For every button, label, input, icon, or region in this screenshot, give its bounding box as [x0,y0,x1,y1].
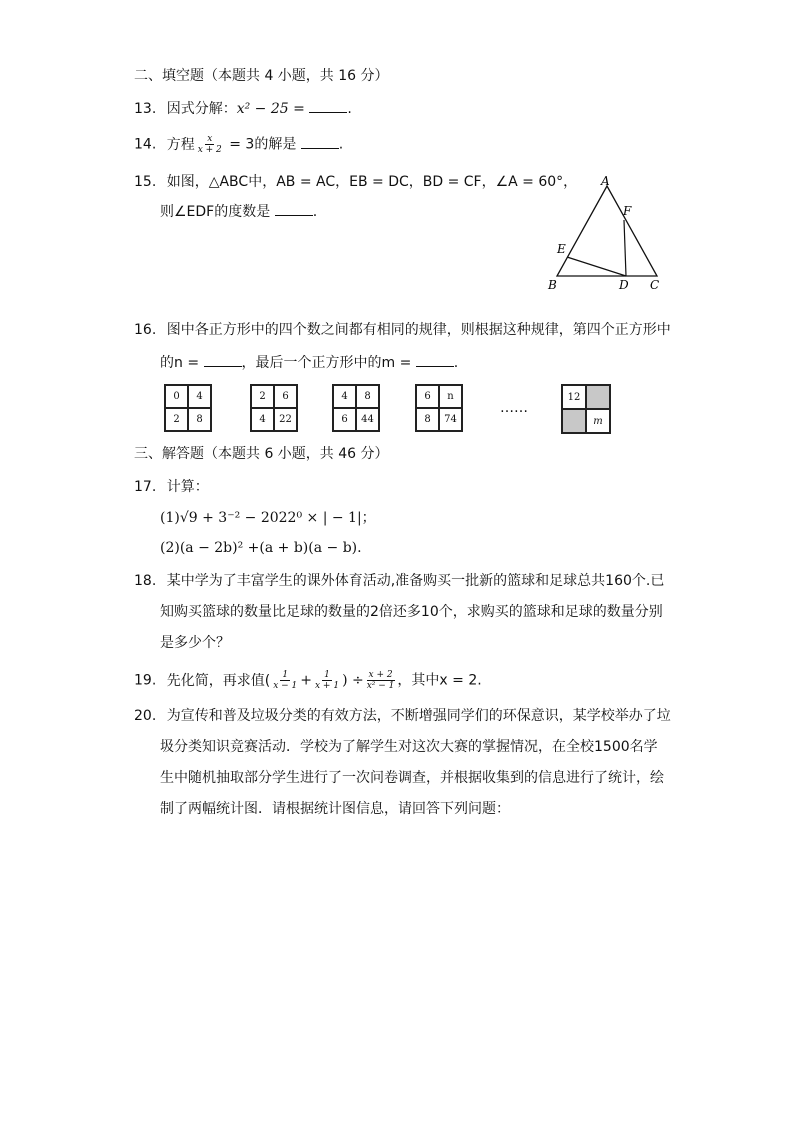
question-17-part2: (2)(a − 2b)² +(a + b)(a − b). [160,540,362,556]
question-text: 因式分解： [166,101,237,117]
segment-ed [567,257,626,276]
triangle-abc [557,186,657,276]
question-number: 15. [134,174,157,190]
question-16-line2 [160,353,458,373]
fraction-3 [365,670,397,691]
denominator: x − 1 [273,681,298,691]
question-number: 16. [134,322,157,338]
numerator: x [207,134,213,144]
shaded-cell [586,385,610,409]
label-c: C [650,278,660,292]
square-cell: 2 [165,408,188,431]
answer-blank-m[interactable] [416,354,454,367]
answer-blank[interactable] [309,100,347,113]
answer-blank[interactable] [301,136,339,149]
question-15-line2 [160,202,317,222]
question-14 [134,134,343,155]
question-20-line3: 生中随机抽取部分学生进行了一次问卷调查，并根据收集到的信息进行了统计，绘 [160,770,664,786]
question-15-line1 [134,172,577,192]
square-cell: 22 [274,408,297,431]
answer-blank[interactable] [275,203,313,216]
question-text: 某中学为了丰富学生的课外体育活动,准备购买一批新的篮球和足球总共160个.已 [166,573,665,589]
question-20-line2: 圾分类知识竞赛活动．学校为了解学生对这次大赛的掌握情况，在全校1500名学 [160,739,658,755]
question-17 [134,477,209,497]
label-f: F [623,204,632,218]
question-19 [134,670,482,691]
denominator: x² − 1 [366,681,395,691]
square-cell: n [439,385,462,408]
question-text: 方程 [166,136,195,153]
ellipsis: …… [500,400,528,416]
period: . [453,355,459,371]
question-text: 则∠EDF的度数是 [160,204,271,220]
question-number: 20. [134,708,157,724]
question-18-line3: 是多少个？ [160,635,230,651]
square-cell: 4 [333,385,356,408]
square-cell: 4 [251,408,274,431]
numerator: 1 [324,670,330,680]
square-cell: 0 [165,385,188,408]
question-text: 图中各正方形中的四个数之间都有相同的规律，则根据这种规律，第四个正方形中 [166,322,671,338]
question-20-line1 [134,706,671,726]
question-text: ，最后一个正方形中的m = [241,355,412,371]
number-square-3 [332,384,380,432]
question-number: 14. [134,136,157,153]
square-cell: 8 [416,408,439,431]
section-title-answer: 三、解答题（本题共 6 小题，共 46 分） [134,446,389,462]
square-cell: 8 [356,385,379,408]
shaded-cell [562,409,586,433]
question-text: 的n = [160,355,200,371]
segment-fd [624,220,626,276]
question-text-tail: ，其中x = 2. [397,672,482,689]
fraction-1 [271,670,299,691]
square-cell: 8 [188,408,211,431]
label-b: B [548,278,557,292]
question-17-part1: (1)√9 + 3⁻² − 2022⁰ × | − 1|； [160,510,376,526]
question-18-line1 [134,571,664,591]
numerator: 1 [282,670,289,680]
section-title-fill-blank: 二、填空题（本题共 4 小题，共 16 分） [134,68,389,84]
square-cell: 12 [562,385,586,409]
number-square-2 [250,384,298,432]
numerator: x + 2 [368,670,393,680]
question-number: 17. [134,479,157,495]
period: . [338,136,344,153]
question-13 [134,99,352,119]
question-number: 18. [134,573,157,589]
question-text: 为宣传和普及垃圾分类的有效方法，不断增强同学们的环保意识，某学校举办了垃 [166,708,671,724]
label-a: A [601,174,610,188]
question-16-line1 [134,320,671,340]
square-cell: 4 [188,385,211,408]
question-20-line4: 制了两幅统计图．请根据统计图信息，请回答下列问题： [160,801,510,817]
math-expression: x² − 25 = [236,101,305,117]
square-cell: 6 [333,408,356,431]
number-square-4 [415,384,463,432]
question-number: 19. [134,672,157,689]
answer-blank-n[interactable] [204,354,242,367]
question-text: 如图，△ABC中，AB = AC，EB = DC，BD = CF，∠A = 60°， [166,174,578,190]
question-18-line2: 知购买篮球的数量比足球的数量的2倍还多10个，求购买的篮球和足球的数量分别 [160,604,663,620]
label-e: E [557,242,566,256]
divide-sign: ) ÷ [342,672,364,689]
plus-sign: + [300,672,312,689]
fraction [196,134,224,155]
square-cell-m: m [586,409,610,433]
number-square-last [561,384,611,434]
square-cell: 74 [439,408,462,431]
period: . [312,204,318,220]
denominator: x + 1 [315,681,340,691]
square-cell: 6 [274,385,297,408]
square-cell: 44 [356,408,379,431]
square-cell: 6 [416,385,439,408]
question-text: 计算： [166,479,209,495]
label-d: D [619,278,629,292]
square-cell: 2 [251,385,274,408]
question-number: 13. [134,101,157,117]
period: . [347,101,352,117]
triangle-figure [540,170,675,295]
question-text: 先化简，再求值( [166,672,271,689]
fraction-2 [313,670,341,691]
question-text-tail: = 3的解是 [224,136,297,153]
denominator: x + 2 [197,145,222,155]
number-square-1 [164,384,212,432]
